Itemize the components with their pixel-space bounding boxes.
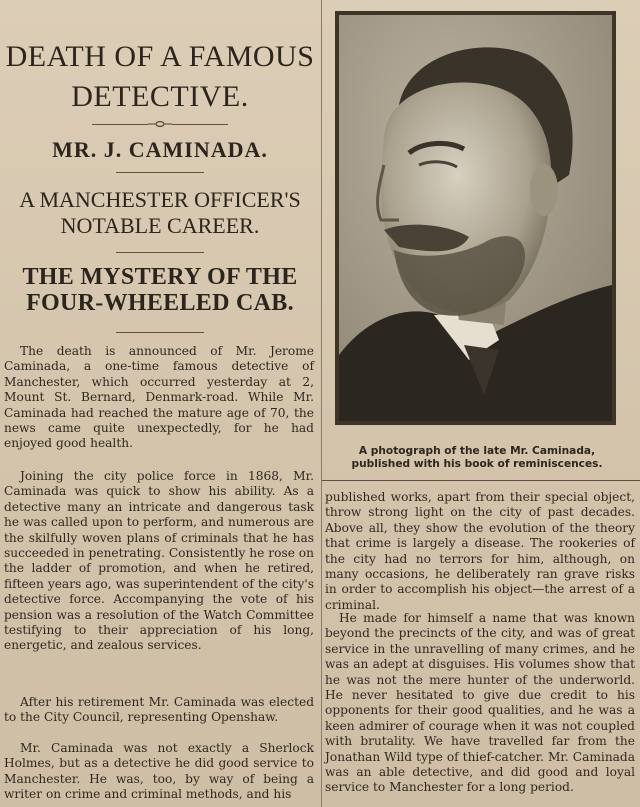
headline-mystery-line1: THE MYSTERY OF THE — [22, 264, 298, 290]
article-paragraph: After his retirement Mr. Caminada was elected to the City Council, representing Openshaw. — [4, 695, 314, 725]
caption-line: published with his book of reminiscences. — [351, 458, 603, 470]
rule-right-ornament — [172, 124, 228, 125]
headline-name: MR. J. CAMINADA. — [52, 137, 268, 162]
headline-mystery-line2: FOUR-WHEELED CAB. — [26, 290, 294, 316]
rule-left-ornament — [92, 124, 148, 125]
caption-line: A photograph of the late Mr. Caminada, — [358, 445, 596, 457]
rule-divider — [116, 252, 204, 253]
headline-main-line1: DEATH OF A FAMOUS — [5, 40, 315, 73]
column-divider — [321, 0, 322, 807]
headline-main-line2: DETECTIVE. — [71, 80, 249, 113]
headline-sub-line2: NOTABLE CAREER. — [60, 213, 260, 238]
portrait-illustration — [339, 15, 612, 421]
ornament-icon — [148, 120, 172, 128]
rule-divider — [116, 172, 204, 173]
photo-caption — [332, 445, 622, 471]
headline-sub-line1: A MANCHESTER OFFICER'S — [19, 187, 301, 212]
article-paragraph: published works, apart from their special object, throw strong light on the city of past decades. Above all, they show the evolution of the theory that crime is largely a disease. The rookeries of the city had no terrors for him, although, on many occasions, he deliberately ran grave risks in order to accomplish his object—the arrest of a criminal. — [325, 490, 635, 612]
article-paragraph: The death is announced of Mr. Jerome Caminada, a one-time famous detective of Manchester, which occurred yesterday at 2, Mount St. Bernard, Denmark-road. While Mr. Caminada had reached the mature age of 70, the news came quite unexpectedly, for he had enjoyed good health. — [4, 344, 314, 451]
portrait-photo-frame — [335, 11, 616, 425]
article-paragraph: Mr. Caminada was not exactly a Sherlock Holmes, but as a detective he did good service to Manchester. He was, too, by way of being a writer on crime and criminal methods, and his — [4, 741, 314, 802]
article-paragraph: Joining the city police force in 1868, Mr. Caminada was quick to show his ability. As a detective many an intricate and dangerous task he was called upon to perform, and numerous are the skilfully woven plans of criminals that he has succeeded in penetrating. Consistently he rose on the ladder of promotion, and when he retired, fifteen years ago, was superintendent of the city's detective force. Accompanying the vote of his pension was a resolution of the Watch Committee testifying to their appreciation of his long, energetic, and zealous services. — [4, 469, 314, 653]
caption-rule — [322, 480, 640, 481]
article-paragraph: He made for himself a name that was known beyond the precincts of the city, and was of great service in the unravelling of many crimes, and he was an adept at disguises. His volumes show that he was not the mere hunter of the underworld. He never hesitated to give due credit to his opponents for their good qualities, and he was a keen admirer of courage when it was not coupled with brutality. We have travelled far from the Jonathan Wild type of thief-catcher. Mr. Caminada was an able detective, and did good and loyal service to Manchester for a long period. — [325, 611, 635, 795]
portrait-photo — [339, 15, 612, 421]
rule-divider — [116, 332, 204, 333]
